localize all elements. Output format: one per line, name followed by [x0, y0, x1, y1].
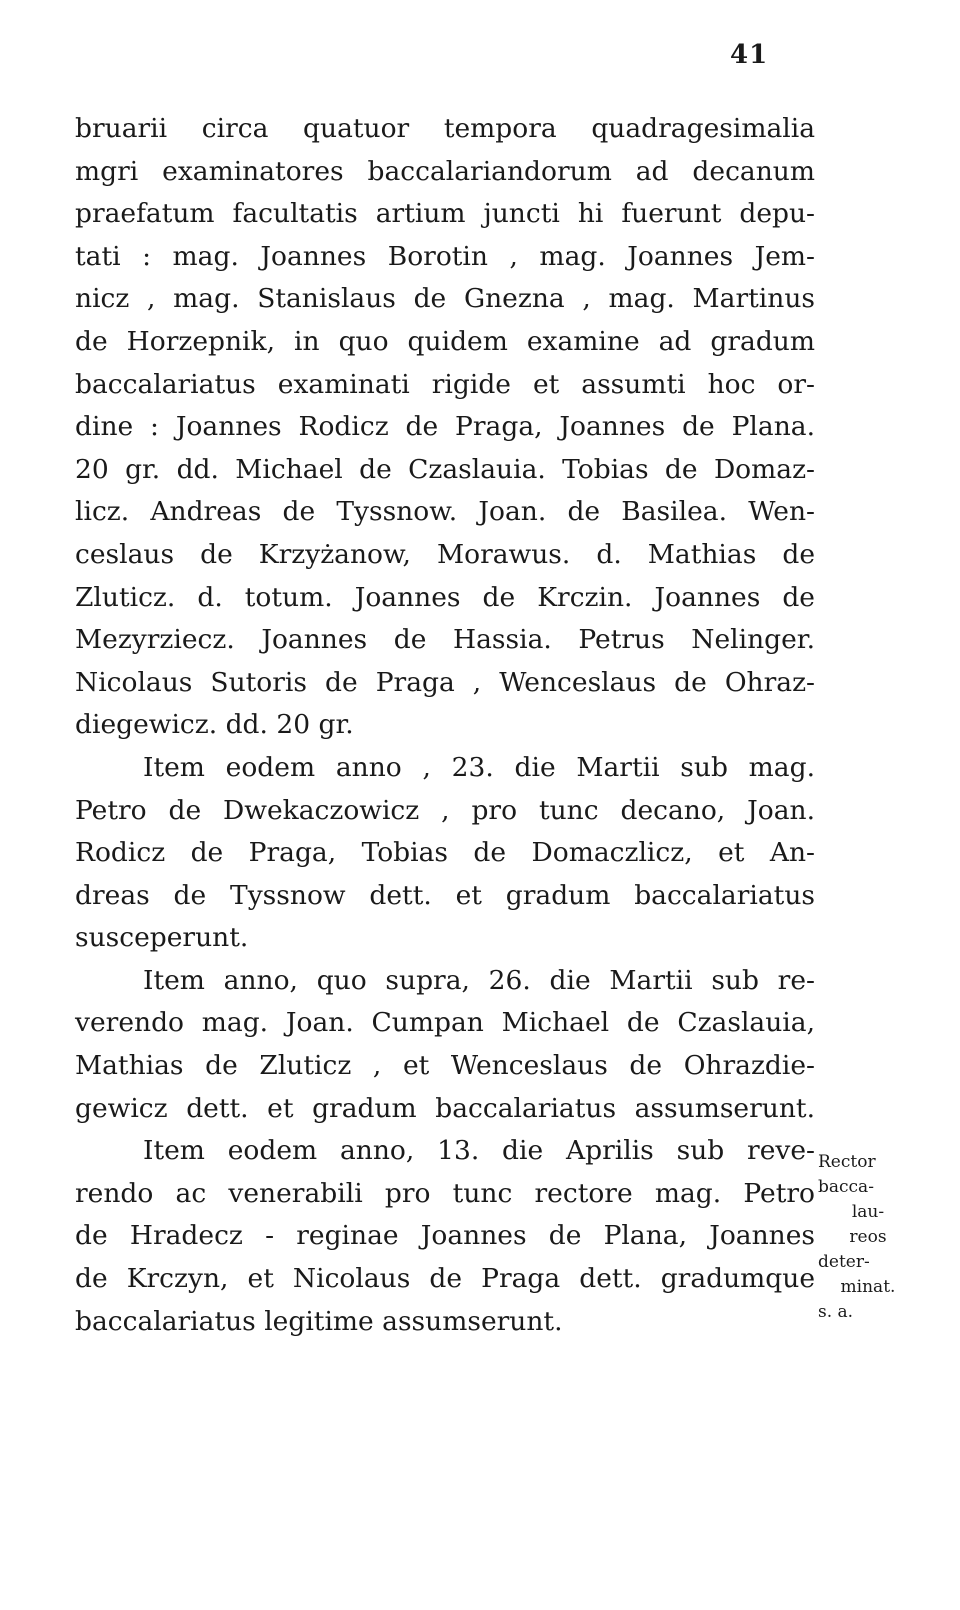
text-line: de Hradecz - reginae Joannes de Plana, Joannes [75, 1220, 815, 1252]
margin-note-line: reos [849, 1227, 887, 1247]
text-line: 20 gr. dd. Michael de Czaslauia. Tobias de Domaz- [75, 453, 815, 485]
text-line: dine : Joannes Rodicz de Praga, Joannes de Plana. [75, 411, 815, 443]
text-line: Mathias de Zluticz , et Wenceslaus de Ohrazdie- [75, 1050, 815, 1082]
text-line: dreas de Tyssnow dett. et gradum baccalariatus [75, 879, 815, 911]
text-line: mgri examinatores baccalariandorum ad decanum [75, 155, 815, 187]
text-line: Item eodem anno, 13. die Aprilis sub reve- [143, 1135, 815, 1167]
margin-note-line: minat. [840, 1277, 896, 1297]
text-line: Nicolaus Sutoris de Praga , Wenceslaus de Ohraz- [75, 666, 815, 698]
margin-note-line: Rector [818, 1152, 876, 1172]
text-line: verendo mag. Joan. Cumpan Michael de Czaslauia, [75, 1007, 815, 1039]
text-line: bruarii circa quatuor tempora quadragesimalia [75, 113, 815, 144]
text-line: de Krczyn, et Nicolaus de Praga dett. gradumque [75, 1263, 815, 1295]
text-line: licz. Andreas de Tyssnow. Joan. de Basilea. Wen- [75, 496, 815, 528]
text-line: Petro de Dwekaczowicz , pro tunc decano, Joan. [75, 794, 815, 826]
text-line: gewicz dett. et gradum baccalariatus assumserunt. [75, 1092, 815, 1124]
text-line: Mezyrziecz. Joannes de Hassia. Petrus Nelinger. [75, 624, 815, 656]
text-line: nicz , mag. Stanislaus de Gnezna , mag. Martinus [75, 283, 815, 315]
text-line: ceslaus de Krzyżanow, Morawus. d. Mathias de [75, 538, 815, 570]
text-line: Item eodem anno , 23. die Martii sub mag. [143, 751, 815, 783]
body-text [75, 108, 815, 1343]
text-line: tati : mag. Joannes Borotin , mag. Joannes Jem- [75, 240, 815, 272]
text-line: Zluticz. d. totum. Joannes de Krczin. Joannes de [75, 581, 815, 613]
margin-note-line: s. a. [818, 1302, 854, 1322]
margin-note-line: lau- [851, 1202, 885, 1222]
page-number: 41 [730, 40, 769, 70]
text-line: Item anno, quo supra, 26. die Martii sub re- [143, 964, 815, 996]
text-line: diegewicz. dd. 20 gr. [75, 709, 354, 741]
text-line: susceperunt. [75, 922, 249, 954]
text-line: Rodicz de Praga, Tobias de Domaczlicz, et An- [75, 837, 815, 869]
text-line: praefatum facultatis artium juncti hi fuerunt depu- [75, 198, 815, 230]
margin-note [818, 1150, 918, 1325]
text-line: baccalariatus legitime assumserunt. [75, 1305, 563, 1337]
margin-note-line: bacca- [818, 1177, 874, 1197]
text-line: rendo ac venerabili pro tunc rectore mag. Petro [75, 1177, 815, 1209]
text-line: de Horzepnik, in quo quidem examine ad gradum [75, 325, 815, 357]
margin-note-line: deter- [818, 1252, 870, 1272]
text-line: baccalariatus examinati rigide et assumti hoc or- [75, 368, 815, 400]
